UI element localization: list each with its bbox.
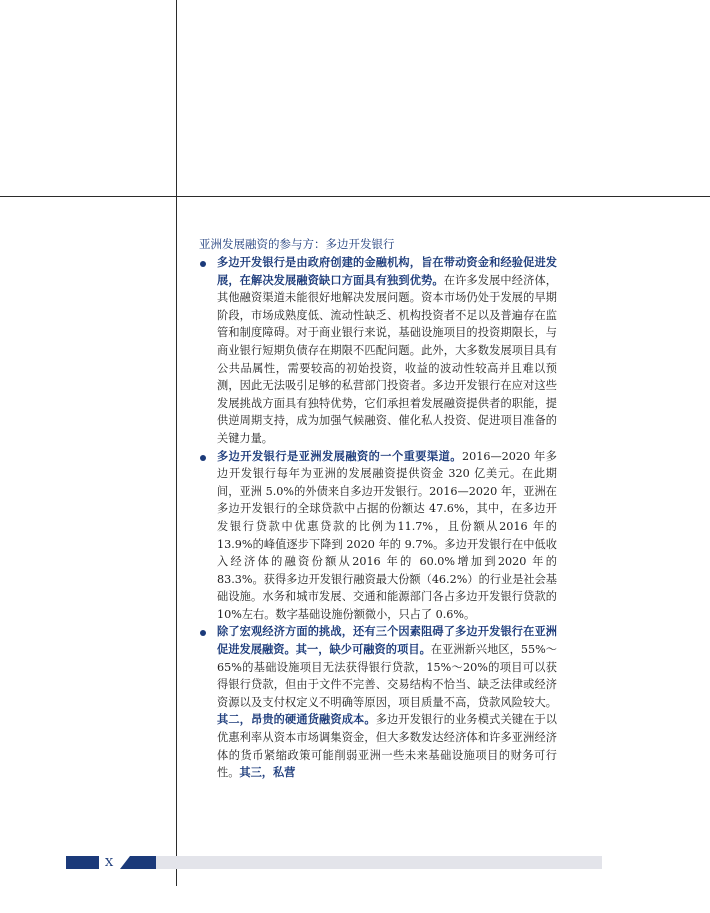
footer-mid-block xyxy=(130,856,156,869)
body-text: 在许多发展中经济体，其他融资渠道未能很好地解决发展问题。资本市场仍处于发展的早期阶段，市场成熟度低、流动性缺乏、机构投资者不足以及普遍存在监管和制度障碍。对于商业银行来说，基础设施项目的投资期限长，与商业银行短期负债存在期限不匹配问题。此外，大多数发展项目具有公共品属性，需要较高的初始投资，收益的波动性较高并且难以预测，因此无法吸引足够的私营部门投资者。多边开发银行在应对这些发展挑战方面具有独特优势，它们承担着发展融资提供者的职能，提供逆周期支持，成为加强气候融资、催化私人投资、促进项目准备的关键力量。 xyxy=(217,273,557,445)
bold-lead: 其二，昂贵的硬通货融资成本。 xyxy=(217,712,376,727)
footer-slash-shape xyxy=(120,856,130,869)
body-text: 多边开发银行的业务模式关键在于以优惠利率从资本市场调集资金，但大多数发达经济体和许多亚洲经济体的货币紧缩政策可能削弱亚洲一些未来基础设施项目的财务可行性。 xyxy=(217,713,557,780)
body-text: 2016—2020 年多边开发银行每年为亚洲的发展融资提供资金 320 亿美元。在此期间，亚洲 5.0%的外债来自多边开发银行。2016—2020 年，亚洲在多边开发银行的全球贷款中占据的份额达 47.6%，其中，在多边开发银行贷款中优惠贷款的比例为11.7%，且份额从2016 年的 13.9%的峰值逐步下降到 2020 年的 9.7%。多边开发银行在中低收入经济体的融资份额从2016 年的 60.0%增加到2020 年的 83.3%。获得多边开发银行融资最大份额（46.2%）的行业是社会基础设施。水务和城市发展、交通和能源部门各占多边开发银行贷款的 10%左右。数字基础设施份额微小，只占了 0.6%。 xyxy=(217,449,557,621)
footer-light-bar xyxy=(156,856,602,869)
horizontal-rule xyxy=(0,196,710,197)
main-content xyxy=(199,236,557,782)
bold-lead: 多边开发银行是由政府创建的金融机构，旨在带动资金和经验促进发展，在解决发展融资缺口方面具有独到优势。 xyxy=(217,255,557,287)
bullet-list xyxy=(199,254,557,782)
bold-lead: 其三，私营 xyxy=(239,765,296,780)
bold-lead: 除了宏观经济方面的挑战，还有三个因素阻碍了多边开发银行在亚洲促进发展融资。其一，缺少可融资的项目。 xyxy=(217,624,557,657)
bullet-icon xyxy=(200,261,206,267)
bullet-paragraph xyxy=(217,623,557,781)
section-heading: 亚洲发展融资的参与方：多边开发银行 xyxy=(199,237,395,251)
vertical-rule xyxy=(176,0,177,886)
page-number: X xyxy=(105,855,114,869)
list-item xyxy=(199,254,557,448)
bullet-icon xyxy=(200,630,206,636)
bullet-paragraph xyxy=(217,254,557,448)
footer-dark-block xyxy=(66,856,99,869)
bullet-icon xyxy=(200,455,206,461)
body-text: 在亚洲新兴地区，55%～65%的基础设施项目无法获得银行贷款，15%～20%的项目可以获得银行贷款，但由于文件不完善、交易结构不恰当、缺乏法律或经济资源以及支付权定义不明确等原因，项目质量不高，贷款风险较大。 xyxy=(217,643,557,709)
footer-band xyxy=(66,856,602,869)
list-item xyxy=(199,448,557,624)
bold-lead: 多边开发银行是亚洲发展融资的一个重要渠道。 xyxy=(217,448,462,463)
bullet-paragraph xyxy=(217,448,557,624)
list-item xyxy=(199,623,557,781)
